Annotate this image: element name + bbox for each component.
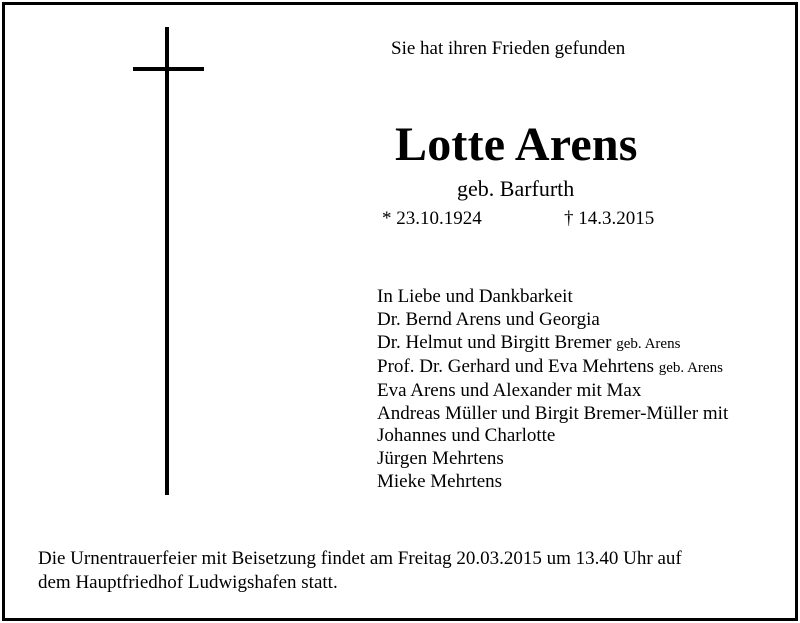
mourner-name: Jürgen Mehrtens [377,448,504,470]
mourner-name: Andreas Müller und Birgit Bremer-Müller mit [377,402,729,424]
mourner-birth-name: geb. Arens [616,335,681,352]
mourner-line [377,332,728,356]
mourner-name: Eva Arens und Alexander mit Max [377,379,642,401]
mourner-line [377,448,728,471]
mourner-name: Prof. Dr. Gerhard und Eva Mehrtens [377,355,655,377]
mourner-line [377,380,728,403]
obituary-frame [2,2,798,621]
mourner-birth-name: geb. Arens [658,359,723,376]
cross-icon [165,27,169,495]
deceased-name: Lotte Arens [395,118,638,171]
mourners-intro: In Liebe und Dankbarkeit [377,286,573,307]
mourners-list [377,286,728,494]
mourner-line [377,471,728,494]
death-date: † 14.3.2015 [564,208,655,229]
motto: Sie hat ihren Frieden gefunden [391,38,626,59]
mourner-line [377,425,728,448]
funeral-announcement [38,547,778,595]
maiden-name: geb. Barfurth [457,176,575,201]
mourner-name: Dr. Helmut und Birgitt Bremer [377,331,612,353]
funeral-line-1: Die Urnentrauerfeier mit Beisetzung findet am Freitag 20.03.2015 um 13.40 Uhr auf [38,548,682,569]
mourner-name: Johannes und Charlotte [377,425,556,447]
mourner-name: Dr. Bernd Arens und Georgia [377,308,600,330]
birth-date: * 23.10.1924 [382,208,482,229]
mourner-name: Mieke Mehrtens [377,471,503,493]
funeral-line-2: dem Hauptfriedhof Ludwigshafen statt. [38,572,338,593]
mourner-line [377,403,728,426]
mourner-line [377,309,728,332]
mourner-line [377,356,728,380]
cross-icon-crossbar [133,67,204,71]
